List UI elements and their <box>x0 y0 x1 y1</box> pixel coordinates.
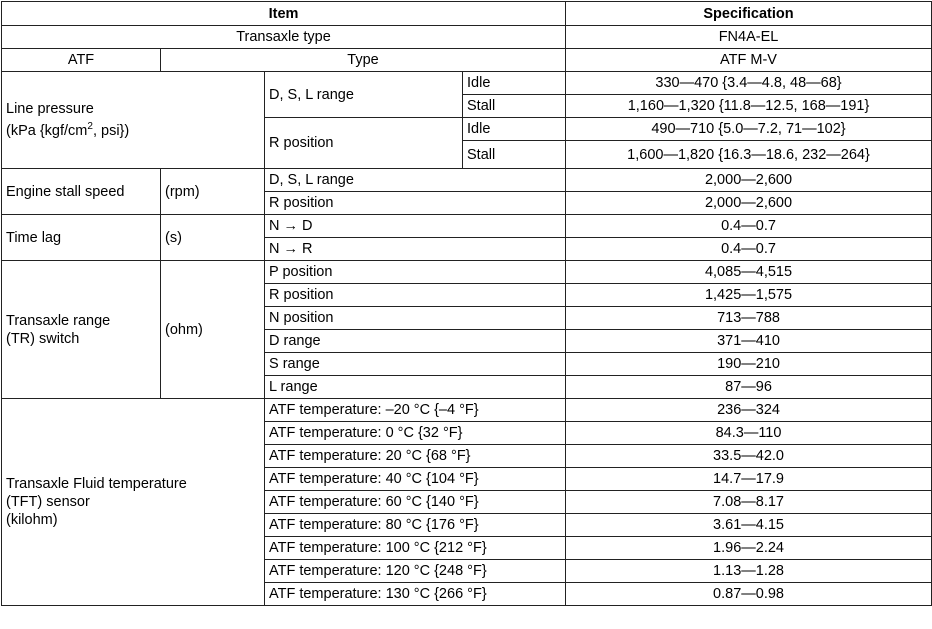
atf-type-label: Type <box>161 49 566 72</box>
tft-condition: ATF temperature: –20 °C {–4 °F} <box>265 399 566 422</box>
tft-condition: ATF temperature: 60 °C {140 °F} <box>265 491 566 514</box>
header-item: Item <box>2 2 566 26</box>
tr-switch-condition: P position <box>265 261 566 284</box>
atf-type-value: ATF M-V <box>566 49 932 72</box>
engine-stall-unit: (rpm) <box>161 169 265 215</box>
tft-value: 84.3—110 <box>566 422 932 445</box>
tft-condition: ATF temperature: 0 °C {32 °F} <box>265 422 566 445</box>
tft-condition: ATF temperature: 20 °C {68 °F} <box>265 445 566 468</box>
engine-stall-condition: D, S, L range <box>265 169 566 192</box>
tr-switch-condition: S range <box>265 353 566 376</box>
tft-value: 3.61—4.15 <box>566 514 932 537</box>
line-pressure-r-stall-value: 1,600—1,820 {16.3—18.6, 232—264} <box>566 141 932 169</box>
tft-condition: ATF temperature: 80 °C {176 °F} <box>265 514 566 537</box>
engine-stall-value: 2,000—2,600 <box>566 192 932 215</box>
line-pressure-r-position: R position <box>265 118 463 169</box>
time-lag-condition: N → R <box>265 238 566 261</box>
tr-switch-value: 371—410 <box>566 330 932 353</box>
line-pressure-dsl-idle-value: 330—470 {3.4—4.8, 48—68} <box>566 72 932 95</box>
tr-switch-condition: D range <box>265 330 566 353</box>
tft-value: 0.87—0.98 <box>566 583 932 606</box>
time-lag-condition: N → D <box>265 215 566 238</box>
engine-stall-label: Engine stall speed <box>2 169 161 215</box>
tft-condition: ATF temperature: 120 °C {248 °F} <box>265 560 566 583</box>
time-lag-value: 0.4—0.7 <box>566 238 932 261</box>
tr-switch-unit: (ohm) <box>161 261 265 399</box>
tr-switch-value: 4,085—4,515 <box>566 261 932 284</box>
line-pressure-dsl-stall-value: 1,160—1,320 {11.8—12.5, 168—191} <box>566 95 932 118</box>
header-specification: Specification <box>566 2 932 26</box>
tft-value: 14.7—17.9 <box>566 468 932 491</box>
specification-table <box>1 1 932 606</box>
tr-switch-condition: N position <box>265 307 566 330</box>
tr-switch-value: 87—96 <box>566 376 932 399</box>
tft-sensor-label: Transaxle Fluid temperature (TFT) sensor (kilohm) <box>2 399 265 606</box>
tr-switch-value: 1,425—1,575 <box>566 284 932 307</box>
tr-switch-value: 713—788 <box>566 307 932 330</box>
engine-stall-condition: R position <box>265 192 566 215</box>
transaxle-type-value: FN4A-EL <box>566 26 932 49</box>
tft-value: 7.08—8.17 <box>566 491 932 514</box>
line-pressure-dsl-idle: Idle <box>463 72 566 95</box>
tr-switch-value: 190—210 <box>566 353 932 376</box>
tft-value: 33.5—42.0 <box>566 445 932 468</box>
line-pressure-label: Line pressure (kPa {$kgf/cm^2$, psi}) <box>2 72 265 169</box>
transaxle-type-label: Transaxle type <box>2 26 566 49</box>
line-pressure-dsl-stall: Stall <box>463 95 566 118</box>
time-lag-label: Time lag <box>2 215 161 261</box>
line-pressure-r-idle-value: 490—710 {5.0—7.2, 71—102} <box>566 118 932 141</box>
tft-condition: ATF temperature: 130 °C {266 °F} <box>265 583 566 606</box>
atf-label: ATF <box>2 49 161 72</box>
tft-value: 1.13—1.28 <box>566 560 932 583</box>
time-lag-unit: (s) <box>161 215 265 261</box>
tft-condition: ATF temperature: 100 °C {212 °F} <box>265 537 566 560</box>
tr-switch-condition: L range <box>265 376 566 399</box>
tr-switch-label: Transaxle range (TR) switch <box>2 261 161 399</box>
tft-condition: ATF temperature: 40 °C {104 °F} <box>265 468 566 491</box>
tft-value: 1.96—2.24 <box>566 537 932 560</box>
line-pressure-r-stall: Stall <box>463 141 566 169</box>
tft-value: 236—324 <box>566 399 932 422</box>
line-pressure-r-idle: Idle <box>463 118 566 141</box>
line-pressure-dsl-range: D, S, L range <box>265 72 463 118</box>
time-lag-value: 0.4—0.7 <box>566 215 932 238</box>
tr-switch-condition: R position <box>265 284 566 307</box>
engine-stall-value: 2,000—2,600 <box>566 169 932 192</box>
